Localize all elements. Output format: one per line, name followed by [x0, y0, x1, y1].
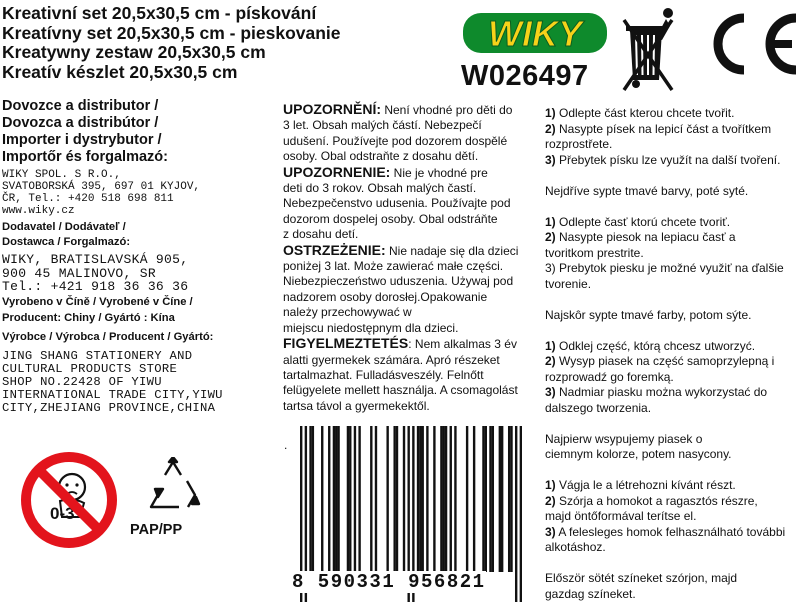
- barcode-bar: [335, 426, 337, 572]
- instruction-sk-3: 3) Prebytok piesku je možné využiť na ďalšie tvorenie.: [545, 261, 784, 291]
- warnings: [283, 102, 543, 414]
- warning-sk: UPOZORNENIE: Nie je vhodné pre deti do 3 rokov. Obsah malých častí. Nebezpečenstvo udusenia. Používajte pod dozorom dospelej osoby. Obal odstráňte z dosahu detí.: [283, 163, 511, 242]
- instruction-sk-note: Najskôr sypte tmavé farby, potom sýte.: [545, 307, 752, 322]
- barcode-bar: [396, 426, 398, 572]
- barcode-bar: [417, 426, 419, 572]
- wiky-logo: [462, 10, 608, 56]
- barcode-bar: [450, 426, 452, 572]
- barcode-bar: [337, 426, 339, 572]
- product-titles: [2, 4, 341, 82]
- product-code: W026497: [461, 60, 589, 92]
- barcode-bar: [403, 426, 405, 572]
- barcode-bar: [386, 426, 388, 572]
- title-pl: Kreatywny zestaw 20,5x30,5 cm: [2, 42, 266, 62]
- barcode-bar: [485, 426, 487, 572]
- instruction-cz-note: Nejdříve sypte tmavé barvy, poté syté.: [545, 183, 749, 198]
- barcode-bar: [482, 426, 484, 572]
- barcode-bar: [489, 426, 491, 572]
- packaging-material-label: PAP/PP: [130, 522, 183, 538]
- age-label: 0-3: [50, 504, 75, 523]
- instruction-sk-1: 1) Odlepte časť ktorú chcete tvoriť.: [545, 214, 731, 229]
- barcode-bar: [499, 426, 501, 572]
- barcode-bar: [440, 426, 442, 572]
- title-sk: Kreatívny set 20,5x30,5 cm - pieskovanie: [2, 22, 341, 43]
- barcode-bar: [443, 426, 445, 572]
- manufacturer-heading: Výrobce / Výrobca / Producent / Gyártó:: [2, 330, 214, 343]
- crossed-out-wheelie-bin-icon: [622, 4, 686, 92]
- barcode-bar: [375, 426, 377, 572]
- title-cz: Kreativní set 20,5x30,5 cm - pískování: [2, 3, 317, 23]
- barcode-bar: [492, 426, 494, 572]
- warning-cz: UPOZORNĚNÍ: Není vhodné pro děti do 3 let. Obsah malých částí. Nebezpečí udušení. Používejte pod dozorem dospělé osoby. Obal odstraňte z dosahu dětí.: [283, 101, 513, 164]
- barcode-bar: [309, 426, 311, 572]
- stray-dot: .: [284, 438, 288, 452]
- barcode-bar: [328, 426, 330, 572]
- instruction-pl-3: 3) Nadmiar piasku można wykorzystać do dalszego tworzenia.: [545, 385, 768, 415]
- instruction-pl-1: 1) Odklej część, którą chcesz utworzyć.: [545, 338, 756, 353]
- instruction-cz-1: 1) Odlepte část kterou chcete tvořit.: [545, 106, 735, 120]
- country-of-origin: Vyrobeno v Číně / Vyrobené v Číne / Producent: Chiny / Gyártó : Kína: [2, 295, 193, 324]
- barcode-bar: [312, 426, 314, 572]
- barcode-bar: [419, 426, 421, 572]
- instruction-sk-2: 2) Nasypte piesok na lepiacu časť a tvoritkom prestrite.: [545, 230, 736, 260]
- barcode-bar: [445, 426, 447, 572]
- barcode-bar: [433, 426, 435, 572]
- barcode-bar: [473, 426, 475, 572]
- barcode-bar: [515, 426, 517, 602]
- warning-pl: OSTRZEŻENIE: Nie nadaje się dla dzieci poniżej 3 lat. Może zawierać małe części. Niebezpieczeństwo uduszenia. Używaj pod nadzorem osoby dorosłej.Opakowanie należy przechowywać w miejscu niedostępnym dla dzieci.: [283, 241, 519, 335]
- barcode-bar: [422, 426, 424, 572]
- supplier-heading: Dodavatel / Dodávateľ / Dostawca / Forgalmazó:: [2, 221, 131, 248]
- barcode-bar: [393, 426, 395, 572]
- instruction-pl-note: Najpierw wsypujemy piasek o ciemnym kolorze, potem nasycony.: [545, 431, 732, 461]
- instructions: [545, 106, 804, 602]
- manufacturer-address: JING SHANG STATIONERY AND CULTURAL PRODUCTS STORE SHOP NO.22428 OF YIWU INTERNATIONAL TRADE CITY,YIWU CITY,ZHEJIANG PROVINCE,CHINA: [2, 348, 223, 416]
- title-hu: Kreatív készlet 20,5x30,5 cm: [2, 61, 238, 82]
- barcode-bar: [347, 426, 349, 572]
- barcode-bar: [354, 426, 356, 572]
- barcode-bar: [454, 426, 456, 572]
- barcode-bar: [358, 426, 360, 572]
- barcode-bar: [349, 426, 351, 572]
- instruction-hu-3: 3) A felesleges homok felhasználható további alkotáshoz.: [545, 524, 786, 554]
- barcode-bar: [510, 426, 512, 572]
- barcode-bar: [321, 426, 323, 572]
- instruction-hu-1: 1) Vágja le a létrehozni kívánt részt.: [545, 478, 736, 492]
- barcode-bar: [508, 426, 510, 572]
- company-info: [2, 98, 272, 416]
- barcode-bar: [466, 426, 468, 572]
- instruction-hu-2: 2) Szórja a homokot a ragasztós részre, majd öntőformával terítse el.: [545, 493, 758, 523]
- ce-mark-icon: [700, 12, 800, 76]
- warning-hu: FIGYELMEZTETÉS: Nem alkalmas 3 év alatti gyermekek számára. Apró részeket tartalmazhat. Fulladásveszély. Felnőtt felügyelete mellett használja. A csomagolást tartsa távol a gyermekektől.: [283, 335, 518, 413]
- instruction-hu-note: Először sötét színeket szórjon, majd gazdag színeket.: [545, 571, 738, 601]
- barcode-bar: [426, 426, 428, 572]
- instruction-pl-2: 2) Wysyp piasek na część samoprzylepną i rozprowadź go foremką.: [545, 354, 775, 384]
- instruction-cz-2: 2) Nasypte písek na lepicí část a tvořítkem rozprostřete.: [545, 121, 772, 151]
- barcode-bar: [501, 426, 503, 572]
- importer-address: WIKY SPOL. S R.O., SVATOBORSKÁ 395, 697 01 KYJOV, ČR, Tel.: +420 518 698 811 www.wiky.cz: [2, 169, 201, 217]
- supplier-address: WIKY, BRATISLAVSKÁ 905, 900 45 MALINOVO, SR Tel.: +421 918 36 36 36: [2, 252, 189, 294]
- importer-heading: Dovozce a distributor / Dovozca a distribútor / Importer i dystrybutor / Importőr és forgalmazó:: [2, 98, 168, 165]
- barcode-bar: [370, 426, 372, 572]
- recycling-symbol-icon: [143, 457, 203, 515]
- instruction-cz-3: 3) Přebytek písku lze využít na další tvoření.: [545, 152, 781, 167]
- barcode-bar: [333, 426, 335, 572]
- not-for-children-0-3-icon: [20, 451, 118, 549]
- logo-text: WIKY: [488, 13, 582, 54]
- barcode-number: 8 590331 956821: [292, 571, 486, 593]
- barcode-bar: [520, 426, 522, 602]
